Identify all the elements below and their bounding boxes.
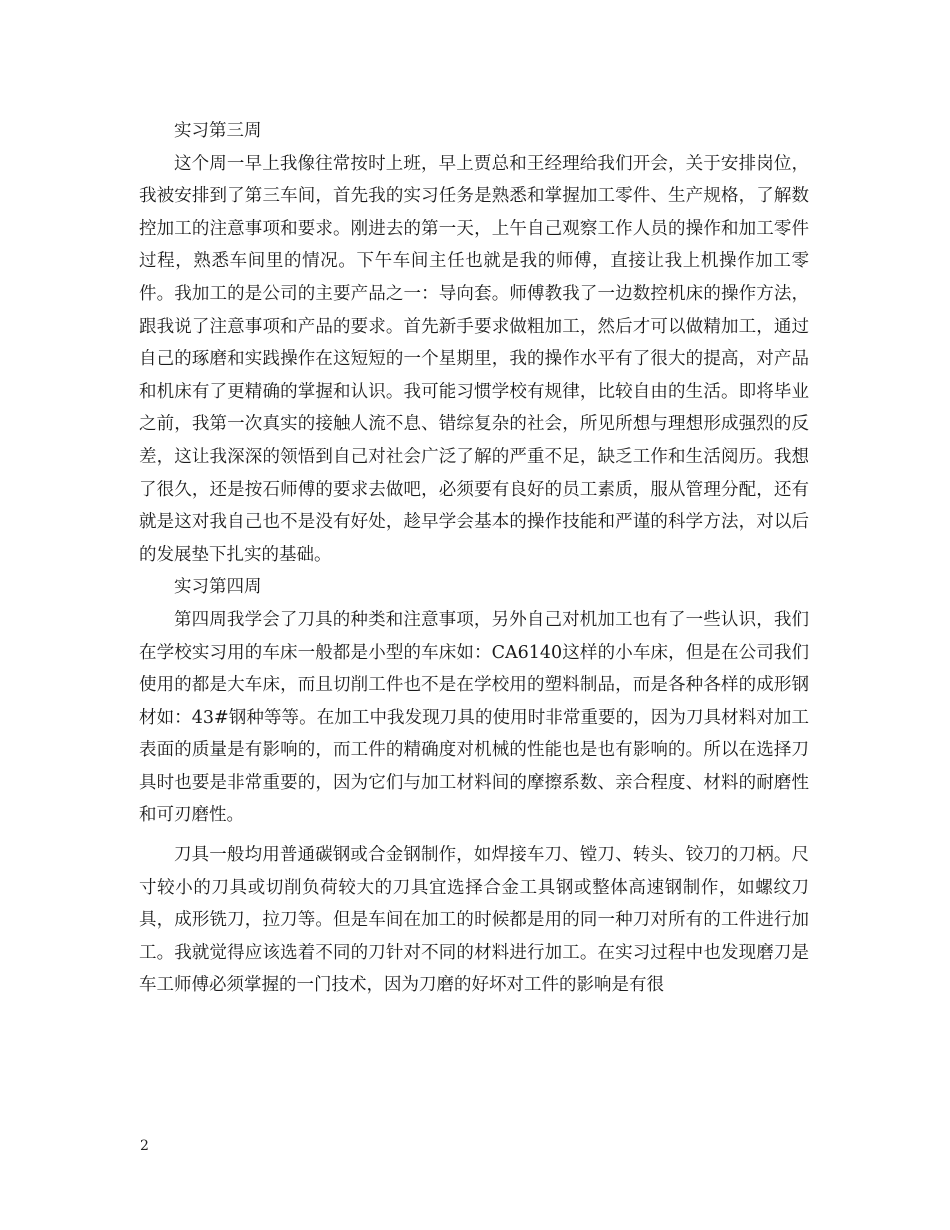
document-body bbox=[139, 115, 809, 1002]
paragraph-week-4-part-1: 第四周我学会了刀具的种类和注意事项，另外自己对机加工也有了一些认识，我们在学校实习用的车床一般都是小型的车床如：CA6140这样的小车床，但是在公司我们使用的都是大车床，而且切削工件也不是在学校用的塑料制品，而是各种各样的成形钢材如：43#钢种等等。在加工中我发现刀具的使用时非常重要的，因为刀具材料对加工表面的质量是有影响的，而工件的精确度对机械的性能也是也有影响的。所以在选择刀具时也要是非常重要的，因为它们与加工材料间的摩擦系数、亲合程度、材料的耐磨性和可刃磨性。 bbox=[139, 609, 809, 826]
paragraph-week-4-part-2: 刀具一般均用普通碳钢或合金钢制作，如焊接车刀、镗刀、转头、铰刀的刀柄。尺寸较小的刀具或切削负荷较大的刀具宜选择合金工具钢或整体高速钢制作，如螺纹刀具，成形铣刀，拉刀等。但是车间在加工的时候都是用的同一种刀对所有的工件进行加工。我就觉得应该选着不同的刀针对不同的材料进行加工。在实习过程中也发现磨刀是车工师傅必须掌握的一门技术，因为刀磨的好坏对工件的影响是有很 bbox=[139, 845, 809, 996]
section-heading-week-4: 实习第四周 bbox=[174, 577, 262, 598]
paragraph-week-3: 这个周一早上我像往常按时上班，早上贾总和王经理给我们开会，关于安排岗位，我被安排到了第三车间，首先我的实习任务是熟悉和掌握加工零件、生产规格，了解数控加工的注意事项和要求。刚进去的第一天，上午自己观察工作人员的操作和加工零件过程，熟悉车间里的情况。下午车间主任也就是我的师傅，直接让我上机操作加工零件。我加工的是公司的主要产品之一：导向套。师傅教我了一边数控机床的操作方法，跟我说了注意事项和产品的要求。首先新手要求做粗加工，然后才可以做精加工，通过自己的琢磨和实践操作在这短短的一个星期里，我的操作水平有了很大的提高，对产品和机床有了更精确的掌握和认识。我可能习惯学校有规律，比较自由的生活。即将毕业之前，我第一次真实的接触人流不息、错综复杂的社会，所见所想与理想形成强烈的反差，这让我深深的领悟到自己对社会广泛了解的严重不足，缺乏工作和生活阅历。我想了很久，还是按石师傅的要求去做吧，必须要有良好的员工素质，服从管理分配，还有就是这对我自己也不是没有好处，趁早学会基本的操作技能和严谨的科学方法，对以后的发展垫下扎实的基础。 bbox=[139, 153, 809, 565]
section-heading-week-3: 实习第三周 bbox=[174, 121, 262, 141]
page-number: 2 bbox=[140, 1138, 149, 1154]
